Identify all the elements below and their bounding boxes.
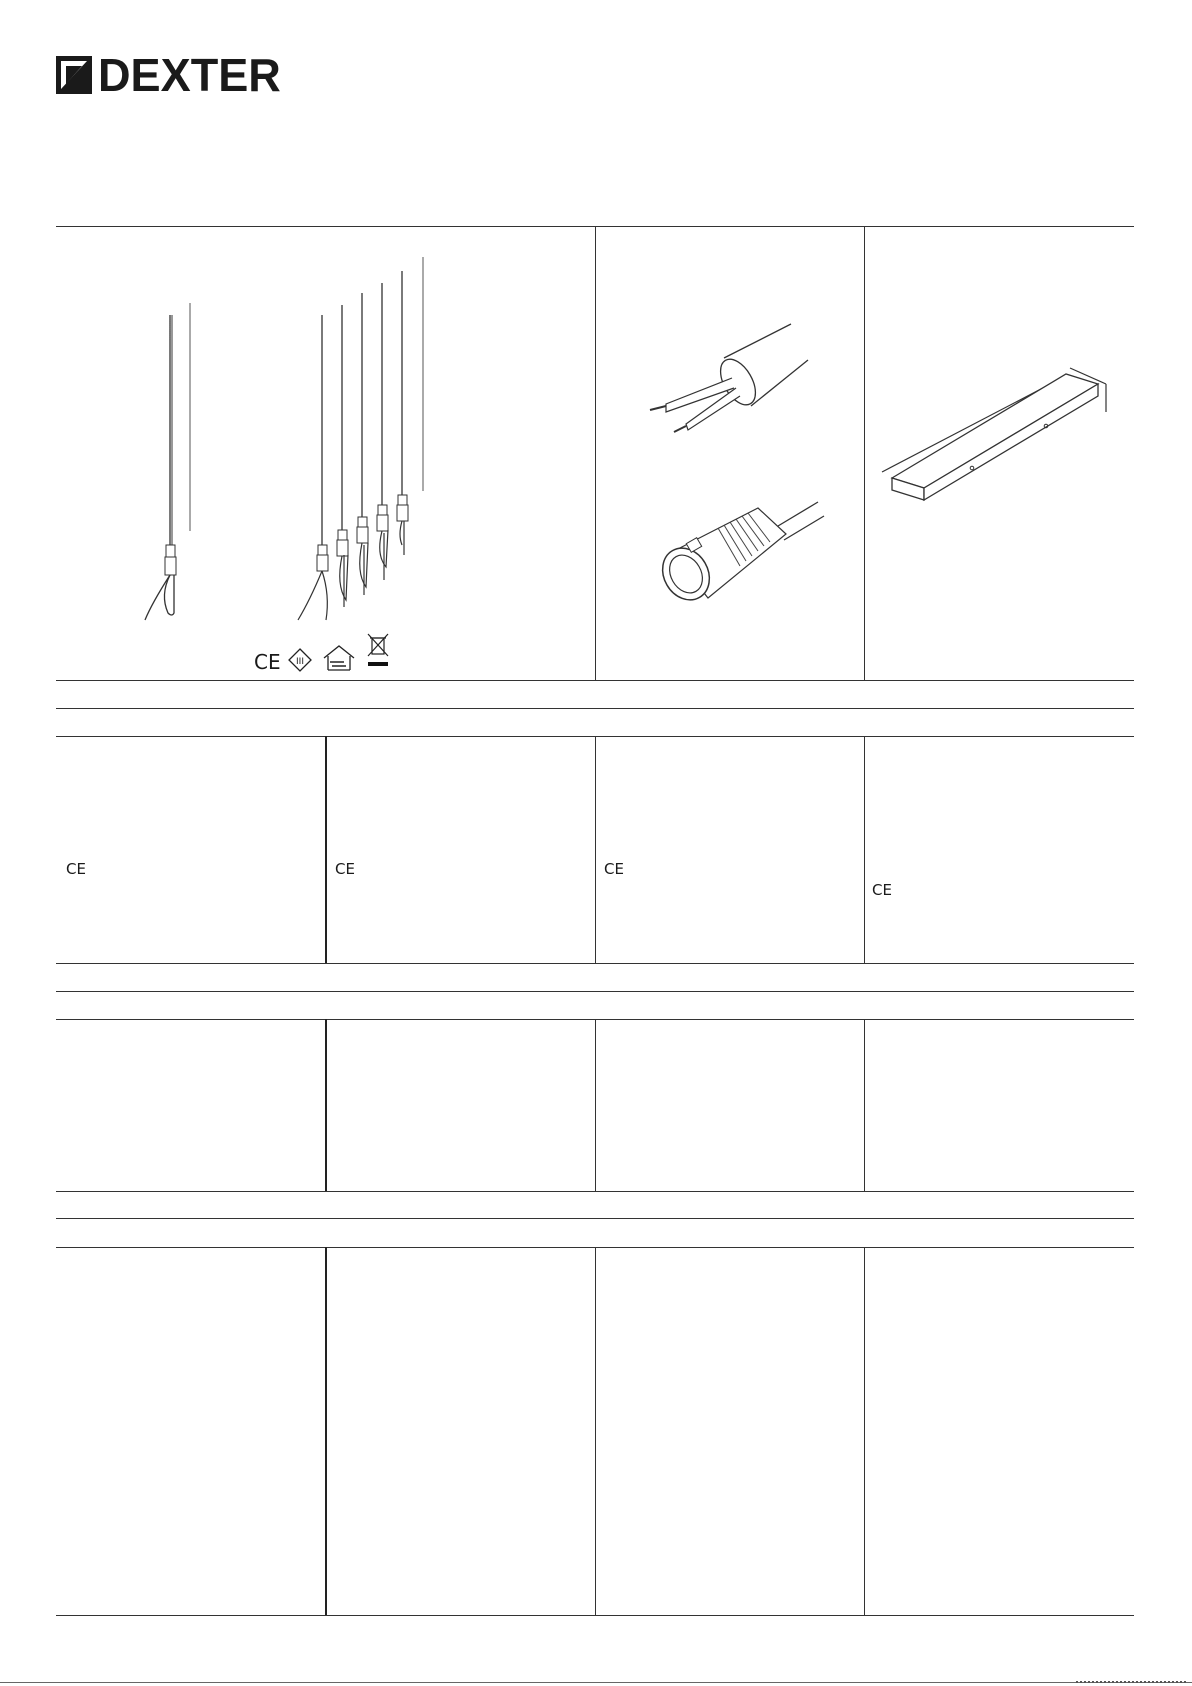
section-rule — [56, 1218, 1134, 1219]
spec-column-divider — [325, 736, 327, 963]
spec-column-divider — [864, 1019, 865, 1191]
ce-mark: CE — [66, 860, 86, 878]
indoor-use-icon — [322, 644, 356, 672]
weee-bin-icon — [366, 632, 390, 670]
dexter-logo-mark-icon — [56, 56, 92, 94]
connector-plug-illustration — [648, 494, 828, 614]
spec-column-divider — [595, 1019, 596, 1191]
ce-mark: CE — [254, 650, 281, 674]
spec-column-divider — [595, 1247, 596, 1615]
svg-text:III: III — [296, 657, 304, 667]
brand-name: DEXTER — [98, 49, 281, 101]
column-divider — [595, 226, 596, 680]
section-rule — [56, 963, 1134, 964]
spec-column-divider — [595, 736, 596, 963]
footer-rule — [0, 1682, 1192, 1683]
spec-column-divider — [864, 736, 865, 963]
section-bottom-rule — [56, 1615, 1134, 1616]
spec-column-divider — [325, 1247, 327, 1615]
probe-set-illustration — [290, 255, 440, 627]
ce-mark: CE — [604, 860, 624, 878]
section-rule — [56, 991, 1134, 992]
single-probe-illustration — [130, 295, 210, 625]
ce-mark: CE — [872, 881, 892, 899]
protection-class-iii-icon — [288, 648, 312, 672]
brand-logo — [56, 49, 285, 101]
certification-marks — [254, 632, 394, 672]
footer-dotted-marks — [1076, 1681, 1186, 1686]
section-rule — [56, 680, 1134, 681]
ce-mark: CE — [335, 860, 355, 878]
section-rule — [56, 1191, 1134, 1192]
spec-column-divider — [864, 1247, 865, 1615]
section-rule — [56, 708, 1134, 709]
spec-column-divider — [325, 1019, 327, 1191]
profile-bar-illustration — [880, 362, 1110, 512]
two-wire-cable-illustration — [636, 318, 816, 438]
column-divider — [864, 226, 865, 680]
